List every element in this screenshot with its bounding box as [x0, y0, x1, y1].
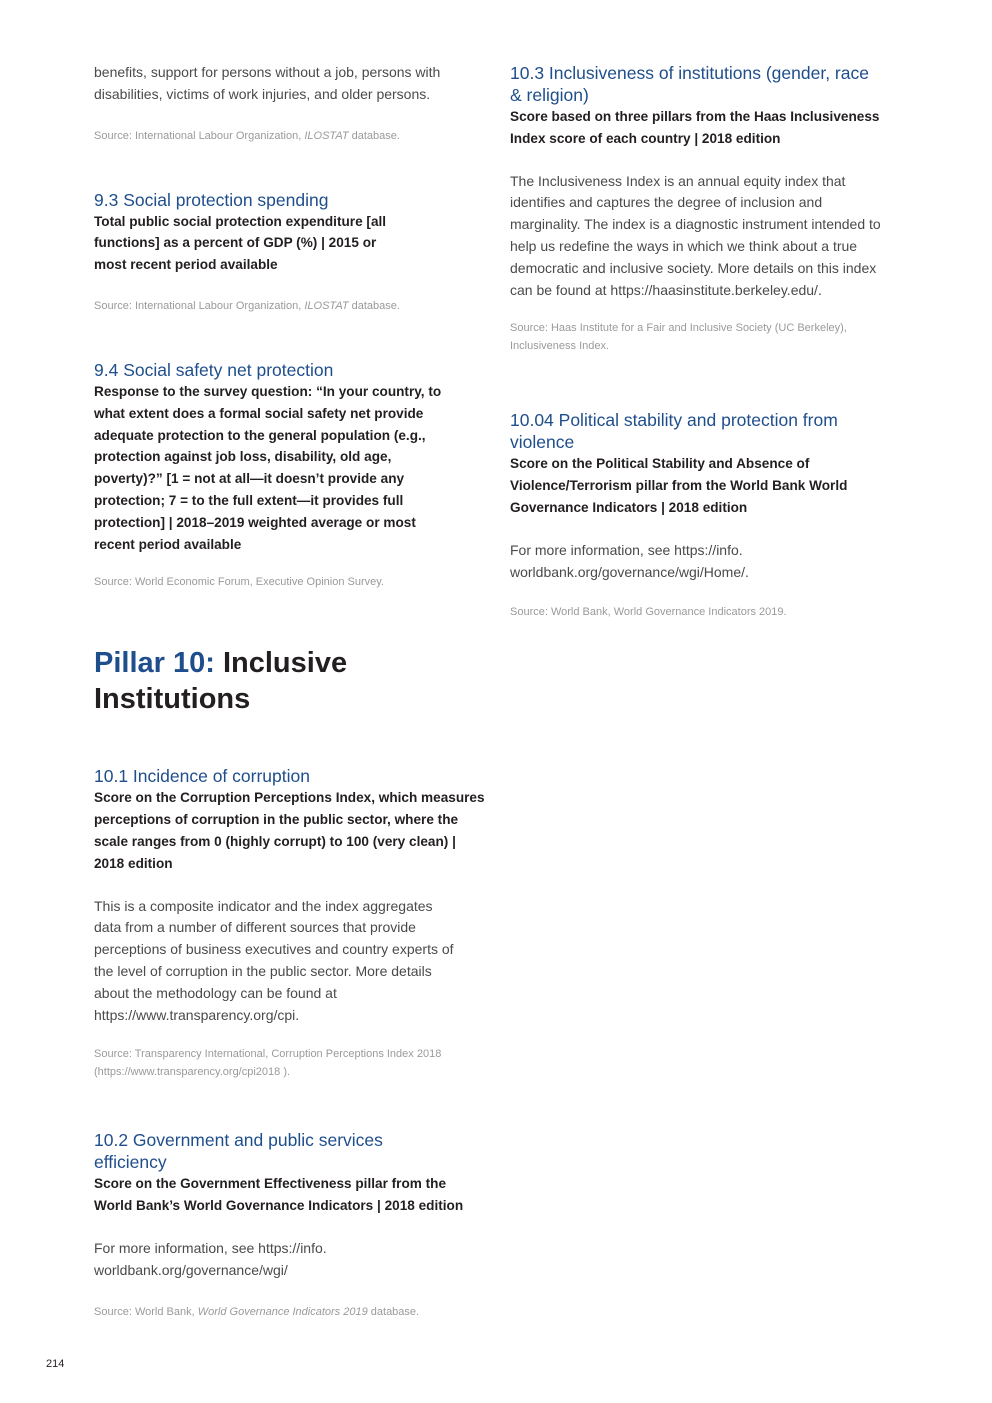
- section-9-4-description: Response to the survey question: “In your country, to what extent does a formal social safety net provide adequate protection to the general population (e.g., protection against job loss, disability, old age, poverty)?” [1 = not at all—it doesn’t provide any protection; 7 = to the full extent—it provides full protection] | 2018–2019 weighted average or most recent period available: [94, 383, 442, 552]
- section-10-04-source: Source: World Bank, World Governance Indicators 2019.: [510, 606, 787, 619]
- section-9-3-title: 9.3 Social protection spending: [94, 189, 329, 210]
- section-10-2-title: 10.2 Government and public services efficiency: [94, 1130, 383, 1173]
- section-10-04-body: For more information, see https://info. worldbank.org/governance/wgi/Home/.: [510, 541, 749, 580]
- left-column: [94, 62, 486, 1321]
- section-10-04-description: Score on the Political Stability and Absence of Violence/Terrorism pillar from the World Bank World Governance Indicators | 2018 edition: [510, 456, 848, 515]
- section-10-1-body: This is a composite indicator and the index aggregates data from a number of different sources that provide perceptions of business executives and country experts of the level of corruption in the public sector. More details about the methodology can be found at https://www.transparency.org/cpi.: [94, 897, 454, 1023]
- section-9-3-source: Source: International Labour Organization, ILOSTAT database.: [94, 299, 400, 312]
- section-9-4-title: 9.4 Social safety net protection: [94, 359, 334, 380]
- section-10-3-body: The Inclusiveness Index is an annual equity index that identifies and captures the degree of inclusion and marginality. The index is a diagnostic instrument intended to help us redefine the ways in which we think about a true democratic and inclusive society. More details on this index can be found at https://haasinstitute.berkeley.edu/.: [510, 172, 881, 298]
- section-10-1-title: 10.1 Incidence of corruption: [94, 766, 310, 787]
- intro-text: benefits, support for persons without a job, persons with disabilities, victims of work injuries, and older persons.: [94, 64, 441, 102]
- right-column: [510, 62, 902, 621]
- section-10-04-title: 10.04 Political stability and protection from violence: [510, 410, 838, 453]
- page-number: 214: [46, 1358, 65, 1370]
- section-9-3-description: Total public social protection expenditure [all functions] as a percent of GDP (%) | 2015 or most recent period available: [94, 213, 387, 273]
- section-10-2-body: For more information, see https://info. worldbank.org/governance/wgi/: [94, 1239, 327, 1278]
- section-10-2-source: Source: World Bank, World Governance Indicators 2019 database.: [94, 1305, 420, 1318]
- section-10-3-source: Source: Haas Institute for a Fair and Inclusive Society (UC Berkeley), Inclusiveness Index.: [510, 322, 847, 353]
- pillar-10-label: Pillar 10:: [94, 647, 215, 680]
- section-10-1-source: Source: Transparency International, Corruption Perceptions Index 2018 (https://www.transparency.org/cpi2018 ).: [94, 1048, 442, 1079]
- section-9-4-source: Source: World Economic Forum, Executive Opinion Survey.: [94, 576, 384, 589]
- section-10-2-description: Score on the Government Effectiveness pillar from the World Bank’s World Governance Indicators | 2018 edition: [94, 1176, 464, 1214]
- section-10-1-description: Score on the Corruption Perceptions Index, which measures perceptions of corruption in the public sector, where the scale ranges from 0 (highly corrupt) to 100 (very clean) | 2018 edition: [94, 790, 485, 871]
- pillar-10-title: Pillar 10: Inclusive Institutions: [94, 647, 348, 716]
- intro-source: Source: International Labour Organization, ILOSTAT database.: [94, 129, 400, 142]
- section-10-3-title: 10.3 Inclusiveness of institutions (gender, race & religion): [510, 63, 869, 105]
- section-10-3-description: Score based on three pillars from the Haas Inclusiveness Index score of each country | 2018 edition: [510, 109, 880, 146]
